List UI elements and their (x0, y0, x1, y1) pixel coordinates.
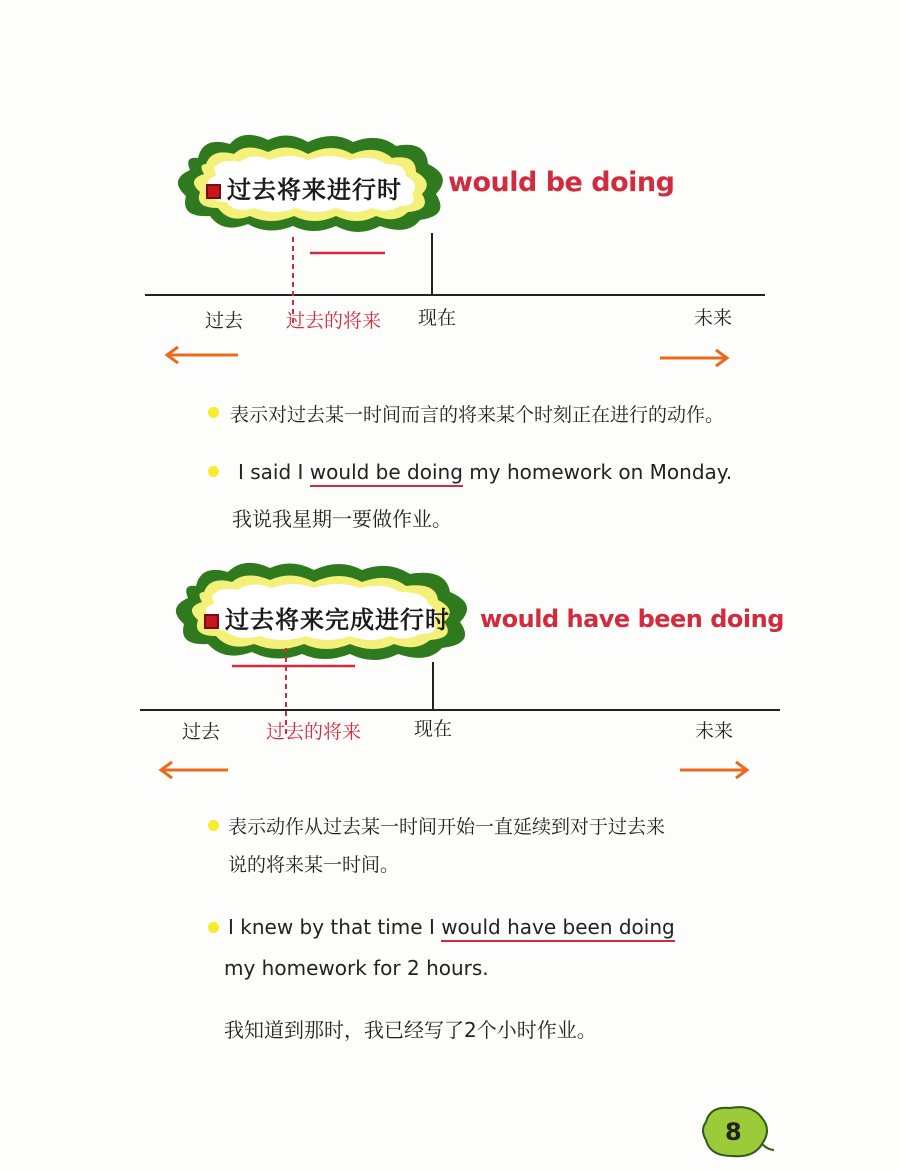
section1-description: 表示对过去某一时间而言的将来某个时刻正在进行的动作。 (230, 404, 725, 426)
section1-example: I said I would be doing my homework on Monday. (238, 460, 732, 484)
bullet-dot (208, 466, 219, 477)
section1-formula: would be doing (448, 167, 675, 198)
timeline2-past-label: 过去 (182, 721, 221, 743)
timeline1-past-label: 过去 (205, 310, 244, 332)
timeline2-past-future-label: 过去的将来 (266, 721, 362, 743)
bullet-dot (208, 922, 219, 933)
section1-example-translation: 我说我星期一要做作业。 (232, 507, 452, 531)
timeline-1 (0, 225, 900, 375)
timeline1-past-future-label: 过去的将来 (286, 310, 382, 332)
arrow-right-icon (678, 760, 752, 780)
arrow-left-icon (162, 345, 242, 365)
section2-example-translation: 我知道到那时，我已经写了2个小时作业。 (224, 1018, 597, 1042)
arrow-right-icon (658, 348, 732, 368)
timeline1-future-label: 未来 (694, 307, 733, 329)
page-number: 8 (725, 1118, 742, 1146)
timeline-2 (0, 640, 900, 770)
arrow-left-icon (156, 760, 232, 780)
red-square-icon (206, 184, 221, 199)
section2-example-line1: I knew by that time I would have been doing (228, 915, 675, 939)
bullet-dot (208, 407, 219, 418)
timeline1-now-label: 现在 (418, 307, 457, 329)
section2-formula: would have been doing (480, 605, 784, 633)
section2-title: 过去将来完成进行时 (204, 600, 450, 635)
timeline2-now-label: 现在 (414, 718, 453, 740)
section1-title: 过去将来进行时 (206, 170, 402, 205)
section2-description-line2: 说的将来某一时间。 (228, 854, 400, 876)
timeline2-future-label: 未来 (695, 720, 734, 742)
highlight-phrase: would have been doing (441, 915, 675, 942)
section2-example-line2: my homework for 2 hours. (224, 956, 489, 980)
highlight-phrase: would be doing (310, 460, 463, 487)
red-square-icon (204, 614, 219, 629)
section2-description-line1: 表示动作从过去某一时间开始一直延续到对于过去来 (228, 816, 666, 838)
bullet-dot (208, 820, 219, 831)
